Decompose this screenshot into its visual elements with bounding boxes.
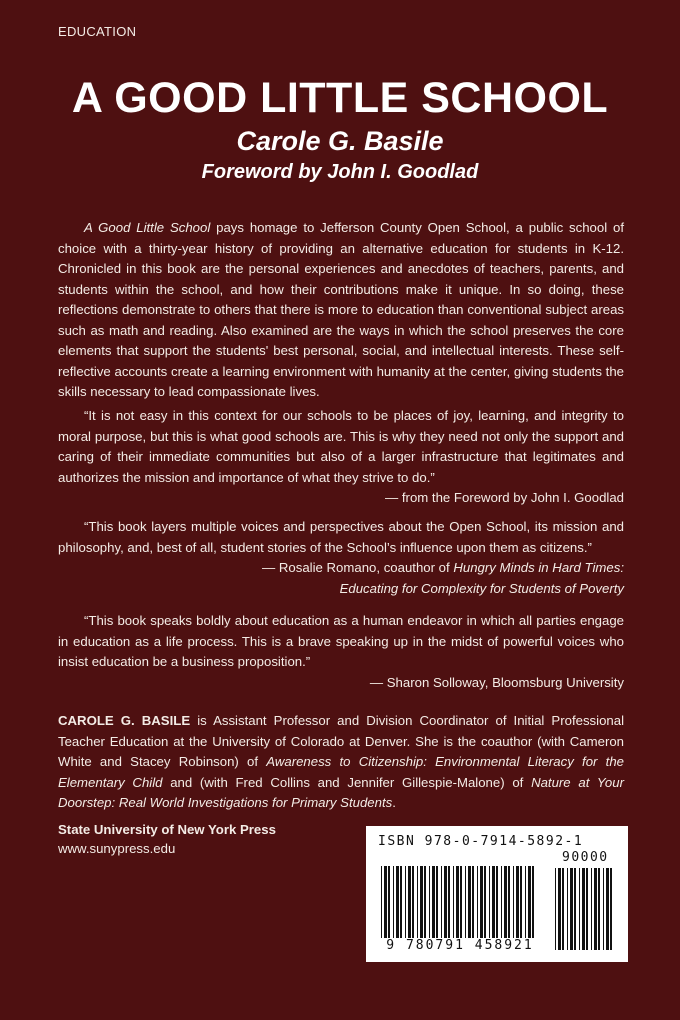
publisher-website: www.sunypress.edu [58, 841, 176, 856]
description-text: pays homage to Jefferson County Open School, a public school of choice with a thirty-year history of providing an alternative education for students in K-12. Chronicled in this book are the personal experiences and anecdotes of teachers, parents, and students within the school, and how their contributions make it unique. In so doing, these reflections demonstrate to others that there is more to education than conventional subject areas such as math and reading. Also examined are the ways in which the school preserves the core elements that support the students' best personal, social, and intellectual interests. These self-reflective accounts create a learning environment with humanity at the center, giving students the skills necessary to lead compassionate lives. [58, 220, 624, 399]
ean-number: 9 780791 458921 [380, 938, 540, 953]
bio-text-3: . [392, 795, 396, 810]
quote-text: “This book speaks boldly about education as a human endeavor in which all parties engage in education as a life process. This is a brave speaking up in the midst of powerful voices who insist education be a business proposition.” [58, 613, 624, 669]
barcode-bar [591, 868, 592, 950]
barcode-bar [579, 868, 580, 950]
barcode-bar [598, 868, 600, 950]
author-bio [58, 711, 624, 814]
addon-barcode [554, 868, 614, 950]
quote-text: “This book layers multiple voices and perspectives about the Open School, its mission and philosophy, and, best of all, student stories of the School’s influence upon them as citizens.” [58, 519, 624, 555]
author-name: Carole G. Basile [236, 126, 444, 156]
bio-text-2: and (with Fred Collins and Jennifer Gillespie-Malone) of [162, 774, 532, 790]
barcode-bar [610, 868, 612, 950]
price-code: 90000 [562, 850, 609, 865]
barcode-bar [567, 868, 568, 950]
bio-name: CAROLE G. BASILE [58, 713, 191, 728]
barcode-bar [603, 868, 604, 950]
barcode-bar [570, 868, 573, 950]
quote-solloway [58, 611, 624, 693]
quote-attribution: — Sharon Solloway, Bloomsburg University [369, 674, 624, 690]
barcode-bar [582, 868, 585, 950]
barcode-bar [594, 868, 597, 950]
attribution-prefix: — Rosalie Romano, coauthor of [262, 560, 454, 575]
barcode-bar [574, 868, 576, 950]
description-paragraph [58, 218, 624, 403]
category-label: EDUCATION [58, 24, 137, 39]
book-title: A GOOD LITTLE SCHOOL [71, 74, 609, 122]
attribution-book-title-line1: Hungry Minds in Hard Times: [453, 560, 624, 575]
quote-attribution [58, 558, 624, 599]
barcode-panel [366, 826, 628, 962]
quote-romano [58, 517, 624, 599]
barcode-bar [562, 868, 564, 950]
bio-book-2: Nature at Your Doorstep: Real World Investigations for Primary Students [58, 774, 624, 810]
foreword-credit: Foreword by John I. Goodlad [201, 161, 479, 183]
barcode-bar [606, 868, 609, 950]
barcode-bar [586, 868, 588, 950]
quote-attribution: — from the Foreword by John I. Goodlad [385, 490, 624, 505]
bio-book-1: Awareness to Citizenship: Environmental Literacy for the Elementary Child [58, 754, 624, 790]
description-book-title: A Good Little School [84, 220, 211, 235]
isbn-text: ISBN 978-0-7914-5892-1 [378, 834, 584, 849]
attribution-book-title-line2: Educating for Complexity for Students of Poverty [339, 580, 624, 596]
barcode-bar [555, 868, 556, 950]
barcode-bar [558, 868, 561, 950]
quote-text: “It is not easy in this context for our schools to be places of joy, learning, and integrity to moral purpose, but this is what good schools are. This is why they need not only the support and caring of their immediate communities but also of a larger infrastructure that legitimates and authorizes the mission and importance of what they strive to do.” [58, 408, 624, 485]
bio-text-1: is Assistant Professor and Division Coordinator of Initial Professional Teacher Education at the University of Colorado at Denver. She is the coauthor (with Cameron White and Stacey Robinson) of [58, 713, 624, 769]
quote-goodlad [58, 406, 624, 509]
publisher-name: State University of New York Press [58, 822, 276, 837]
